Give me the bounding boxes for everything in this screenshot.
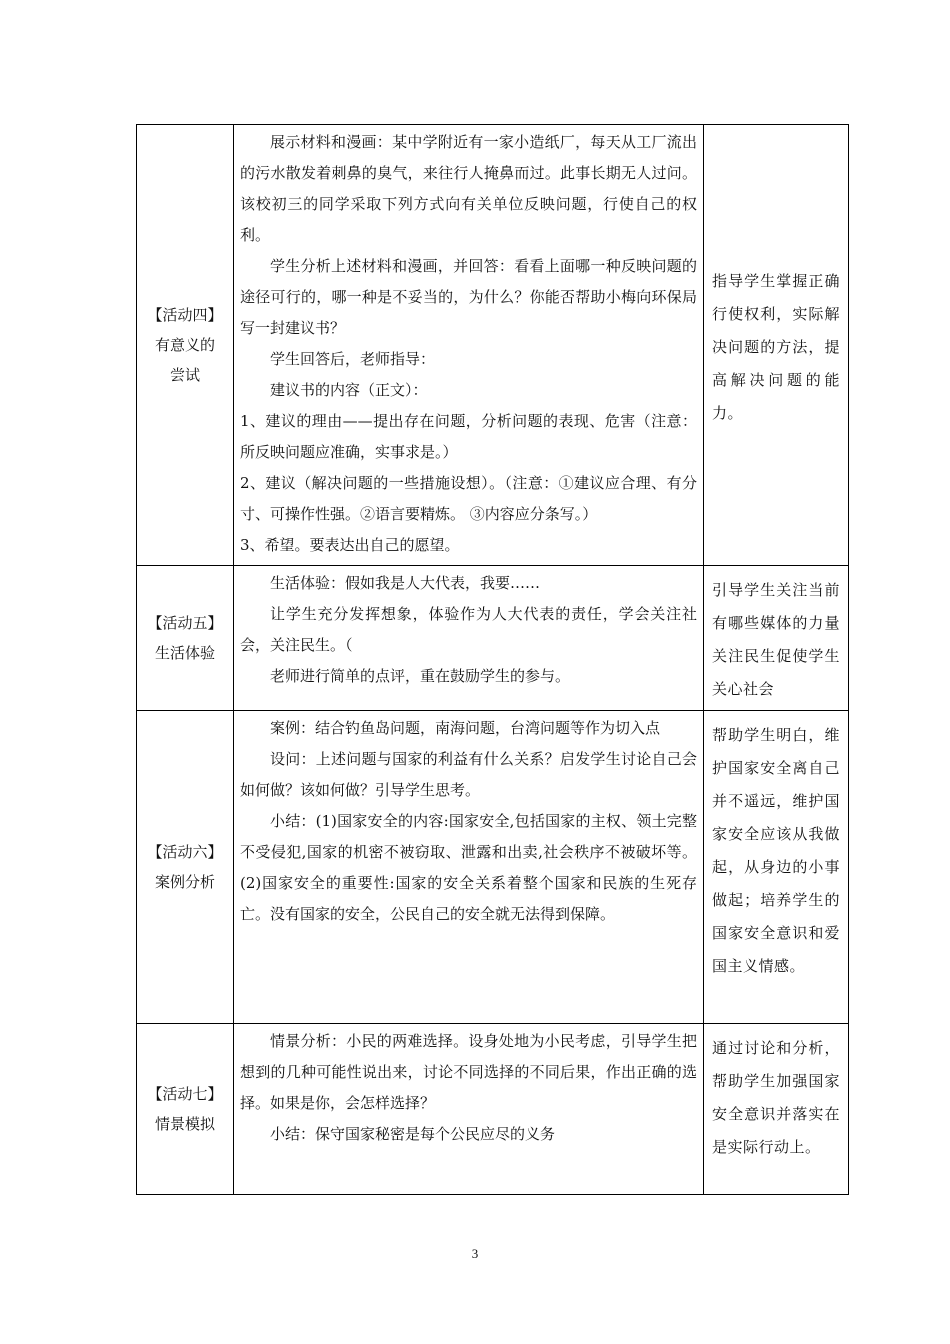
lesson-activity-table [136, 124, 849, 1195]
page-number: 3 [471, 1246, 479, 1261]
content-paragraph: 3、希望。要表达出自己的愿望。 [240, 536, 460, 554]
activity-name-line: 【活动七】 [147, 1085, 223, 1103]
activity-name-cell [137, 125, 234, 566]
activity-goal-cell: 引导学生关注当前有哪些媒体的力量关注民生促使学生关心社会 [704, 566, 849, 711]
activity-content-cell [234, 1024, 704, 1195]
activity-name-line: 【活动五】 [147, 614, 223, 632]
activity-name-line: 尝试 [169, 366, 200, 384]
activity-content-cell [234, 711, 704, 1024]
activity-goal-cell: 帮助学生明白，维护国家安全离自己并不遥远，维护国家安全应该从我做起，从身边的小事做起；培养学生的国家安全意识和爱国主义情感。 [704, 711, 849, 1024]
content-paragraph: 让学生充分发挥想象，体验作为人大代表的责任，学会关注社会，关注民生。（ [240, 605, 697, 654]
activity-row [137, 125, 849, 566]
content-paragraph: 小结：保守国家秘密是每个公民应尽的义务 [270, 1125, 556, 1143]
activity-row [137, 711, 849, 1024]
activity-name-cell [137, 566, 234, 711]
content-paragraph: 设问：上述问题与国家的利益有什么关系？启发学生讨论自己会如何做？该如何做？引导学生思考。 [240, 750, 697, 799]
content-paragraph: 学生回答后，老师指导： [270, 350, 436, 368]
content-paragraph: 学生分析上述材料和漫画，并回答：看看上面哪一种反映问题的途径可行的，哪一种是不妥当的，为什么？你能否帮助小梅向环保局写一封建议书？ [240, 257, 697, 337]
activity-name-line: 【活动四】 [147, 306, 223, 324]
activity-name-line: 案例分析 [154, 873, 215, 891]
content-paragraph: 老师进行简单的点评，重在鼓励学生的参与。 [270, 667, 571, 685]
activity-content-cell [234, 125, 704, 566]
content-paragraph: 小结：(1)国家安全的内容:国家安全,包括国家的主权、领土完整不受侵犯,国家的机密不被窃取、泄露和出卖,社会秩序不被破坏等。(2)国家安全的重要性:国家的安全关系着整个国家和民族的生死存亡。没有国家的安全，公民自己的安全就无法得到保障。 [240, 812, 697, 923]
content-paragraph: 案例：结合钓鱼岛问题，南海问题，台湾问题等作为切入点 [270, 719, 661, 737]
table-body [137, 125, 849, 1195]
activity-goal-cell: 通过讨论和分析，帮助学生加强国家安全意识并落实在是实际行动上。 [704, 1024, 849, 1195]
activity-row [137, 566, 849, 711]
activity-content-cell [234, 566, 704, 711]
activity-name-line: 生活体验 [154, 644, 215, 662]
activity-name-line: 情景模拟 [154, 1115, 215, 1133]
content-paragraph: 展示材料和漫画：某中学附近有一家小造纸厂，每天从工厂流出的污水散发着刺鼻的臭气，来往行人掩鼻而过。此事长期无人过问。该校初三的同学采取下列方式向有关单位反映问题，行使自己的权利。 [240, 133, 697, 244]
activity-name-line: 【活动六】 [147, 843, 223, 861]
content-paragraph: 1、建议的理由——提出存在问题，分析问题的表现、危害（注意：所反映问题应准确，实事求是。） [240, 412, 697, 461]
content-paragraph: 建议书的内容（正文）： [270, 381, 428, 399]
activity-name-line: 有意义的 [154, 336, 215, 354]
activity-goal-cell: 指导学生掌握正确行使权利，实际解决问题的方法，提高解决问题的能力。 [704, 125, 849, 566]
content-paragraph: 情景分析：小民的两难选择。设身处地为小民考虑，引导学生把想到的几种可能性说出来，讨论不同选择的不同后果，作出正确的选择。如果是你，会怎样选择？ [240, 1032, 697, 1112]
content-paragraph: 生活体验：假如我是人大代表，我要…… [270, 574, 541, 592]
activity-name-cell [137, 711, 234, 1024]
activity-name-cell [137, 1024, 234, 1195]
activity-row [137, 1024, 849, 1195]
content-paragraph: 2、建议（解决问题的一些措施设想）。（注意：①建议应合理、有分寸、可操作性强。②语言要精炼。 ③内容应分条写。） [240, 474, 697, 523]
